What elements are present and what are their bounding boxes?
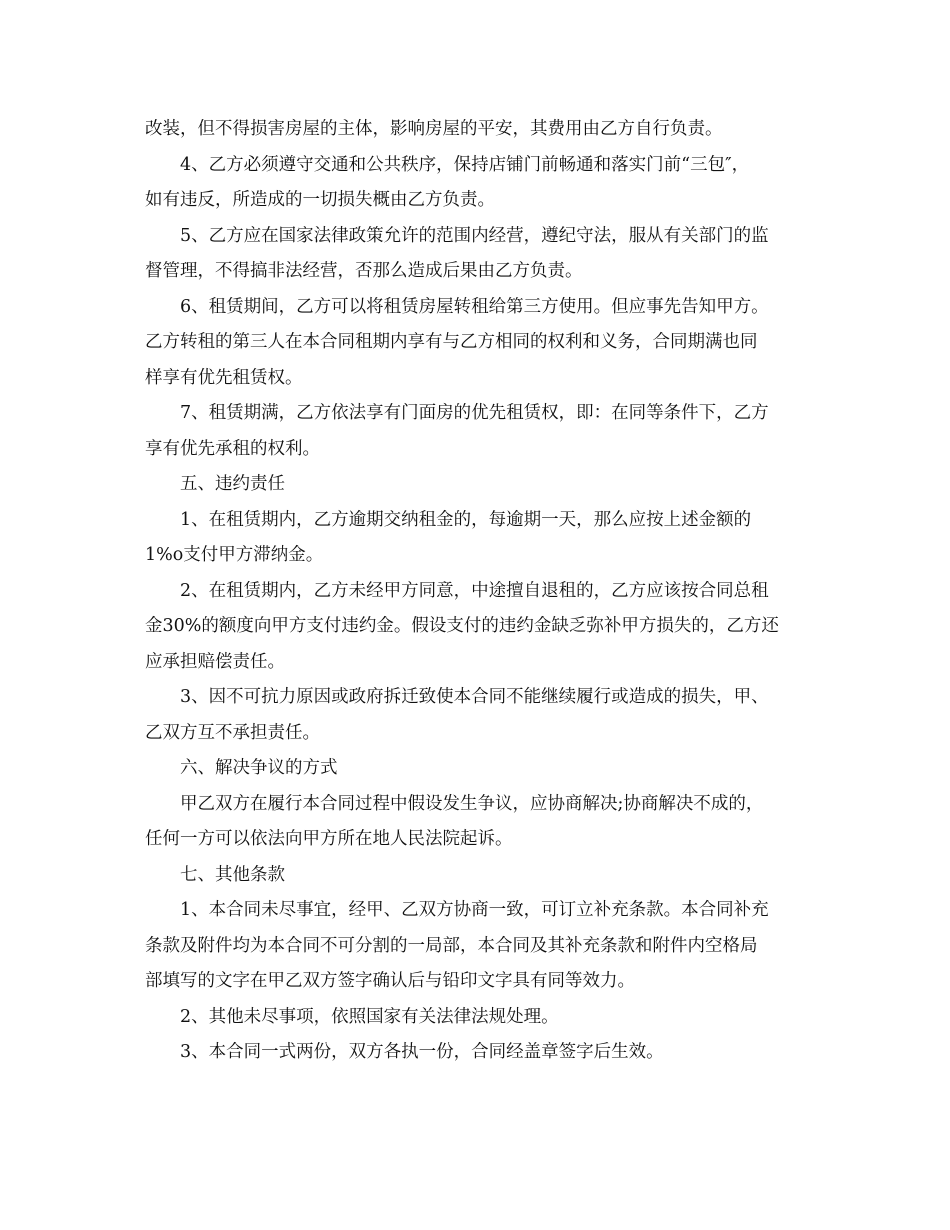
text-line: 金30%的额度向甲方支付违约金。假设支付的违约金缺乏弥补甲方损失的，乙方还 (145, 616, 779, 636)
text-line: 1、本合同未尽事宜，经甲、乙双方协商一致，可订立补充条款。本合同补充 (180, 900, 769, 920)
text-line: 六、解决争议的方式 (180, 758, 338, 778)
paragraph (145, 503, 814, 574)
text-line: 1、在租赁期内，乙方逾期交纳租金的，每逾期一天，那么应按上述金额的 (180, 509, 752, 530)
section-heading (145, 858, 814, 894)
text-line: 任何一方可以依法向甲方所在地人民法院起诉。 (145, 829, 513, 849)
paragraph (145, 680, 814, 751)
text-line: 2、在租赁期内，乙方未经甲方同意，中途擅自退租的，乙方应该按合同总租 (180, 580, 769, 601)
text-line: 4、乙方必须遵守交通和公共秩序，保持店铺门前畅通和落实门前“三包″， (180, 154, 750, 175)
paragraph (145, 112, 814, 148)
text-line: 6、租赁期间，乙方可以将租赁房屋转租给第三方使用。但应事先告知甲方。 (180, 296, 769, 317)
paragraph (145, 1000, 814, 1036)
text-line: 甲乙双方在履行本合同过程中假设发生争议，应协商解决;协商解决不成的， (180, 793, 764, 814)
text-line: 3、因不可抗力原因或政府拆迁致使本合同不能继续履行或造成的损失，甲、 (180, 687, 769, 707)
paragraph (145, 1035, 814, 1071)
text-line: 2、其他未尽事项，依照国家有关法律法规处理。 (180, 1006, 559, 1027)
text-line: 应承担赔偿责任。 (145, 651, 285, 672)
text-line: 乙方转租的第三人在本合同租期内享有与乙方相同的权利和义务，合同期满也同 (145, 332, 758, 352)
text-line: 3、本合同一式两份，双方各执一份，合同经盖章签字后生效。 (180, 1042, 664, 1062)
text-line: 督管理，不得搞非法经营，否那么造成后果由乙方负责。 (145, 261, 583, 281)
text-line: 部填写的文字在甲乙双方签字确认后与铅印文字具有同等效力。 (145, 971, 635, 991)
text-line: 改装，但不得损害房屋的主体，影响房屋的平安，其费用由乙方自行负责。 (145, 119, 723, 139)
text-line: 样享有优先租赁权。 (145, 367, 303, 388)
paragraph (145, 396, 814, 467)
paragraph (145, 219, 814, 290)
paragraph (145, 148, 814, 219)
text-line: 七、其他条款 (180, 864, 285, 885)
document-body (145, 112, 814, 1071)
text-line: 乙双方互不承担责任。 (145, 722, 320, 743)
paragraph (145, 574, 814, 681)
text-line: 7、租赁期满，乙方依法享有门面房的优先租赁权，即：在同等条件下，乙方 (180, 403, 769, 423)
section-heading (145, 467, 814, 503)
section-heading (145, 751, 814, 787)
text-line: 享有优先承租的权利。 (145, 438, 320, 459)
text-line: 5、乙方应在国家法律政策允许的范围内经营，遵纪守法，服从有关部门的监 (180, 225, 769, 246)
paragraph (145, 893, 814, 1000)
text-line: 1%o支付甲方滞纳金。 (145, 545, 324, 565)
text-line: 五、违约责任 (180, 474, 285, 494)
text-line: 条款及附件均为本合同不可分割的一局部，本合同及其补充条款和附件内空格局 (145, 935, 758, 956)
paragraph (145, 290, 814, 397)
text-line: 如有违反，所造成的一切损失概由乙方负责。 (145, 190, 495, 210)
paragraph (145, 787, 814, 858)
